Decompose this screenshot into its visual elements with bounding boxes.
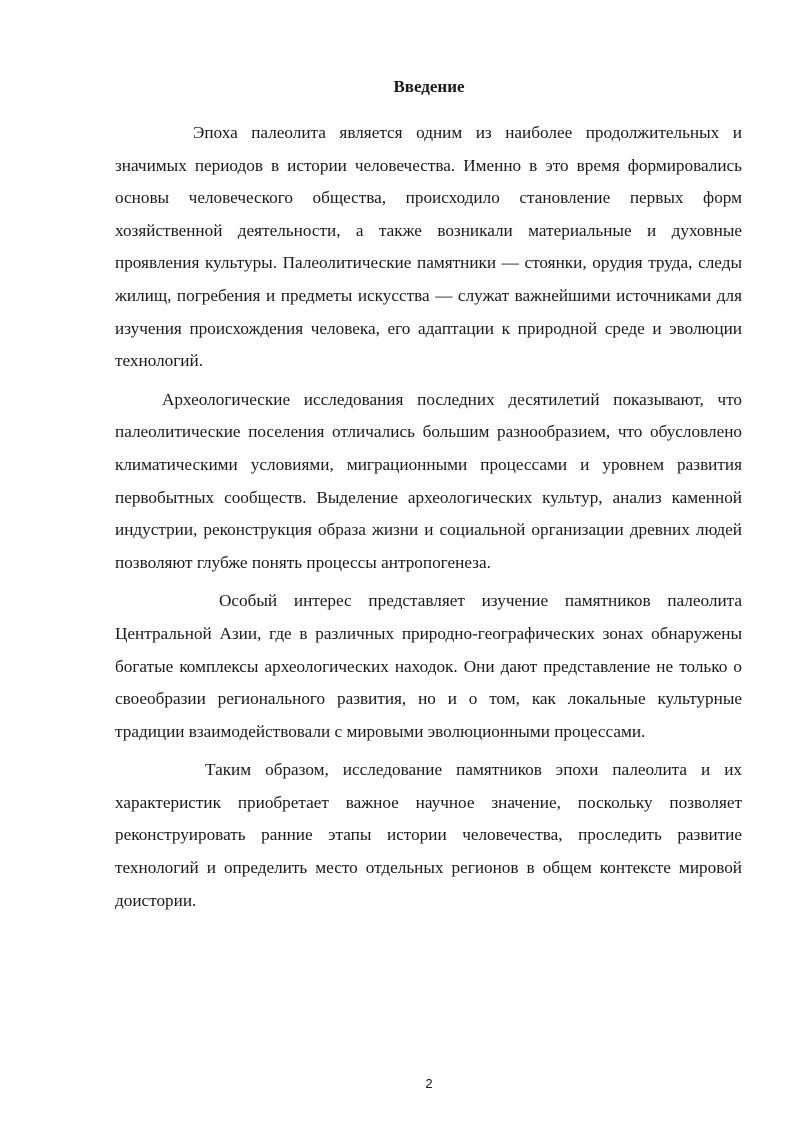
page-heading: Введение [393, 77, 465, 96]
paragraph-1: Эпоха палеолита является одним из наиболее продолжительных и значимых периодов в истории человечества. Именно в это время формировались основы человеческого общества, происходило становление первых форм хозяйственной деятельности, а также возникали материальные и духовные проявления культуры. Палеолитические памятники — стоянки, орудия труда, следы жилищ, погребения и предметы искусства — служат важнейшими источниками для изучения происхождения человека, его адаптации к природной среде и эволюции технологий. [115, 123, 742, 371]
paragraph-3: Особый интерес представляет изучение памятников палеолита Центральной Азии, где в различных природно-географических зонах обнаружены богатые комплексы археологических находок. Они дают представление не только о своеобразии регионального развития, но и о том, как локальные культурные традиции взаимодействовали с мировыми эволюционными процессами. [115, 591, 742, 741]
paragraph-2: Археологические исследования последних десятилетий показывают, что палеолитические поселения отличались большим разнообразием, что обусловлено климатическими условиями, миграционными процессами и уровнем развития первобытных сообществ. Выделение археологических культур, анализ каменной индустрии, реконструкция образа жизни и социальной организации древних людей позволяют глубже понять процессы антропогенеза. [115, 389, 742, 572]
page-number: 2 [425, 1076, 433, 1091]
body-text [115, 117, 742, 917]
paragraph-4: Таким образом, исследование памятников эпохи палеолита и их характеристик приобретает важное научное значение, поскольку позволяет реконструировать ранние этапы истории человечества, проследить развитие технологий и определить место отдельных регионов в общем контексте мировой доистории. [115, 760, 742, 910]
